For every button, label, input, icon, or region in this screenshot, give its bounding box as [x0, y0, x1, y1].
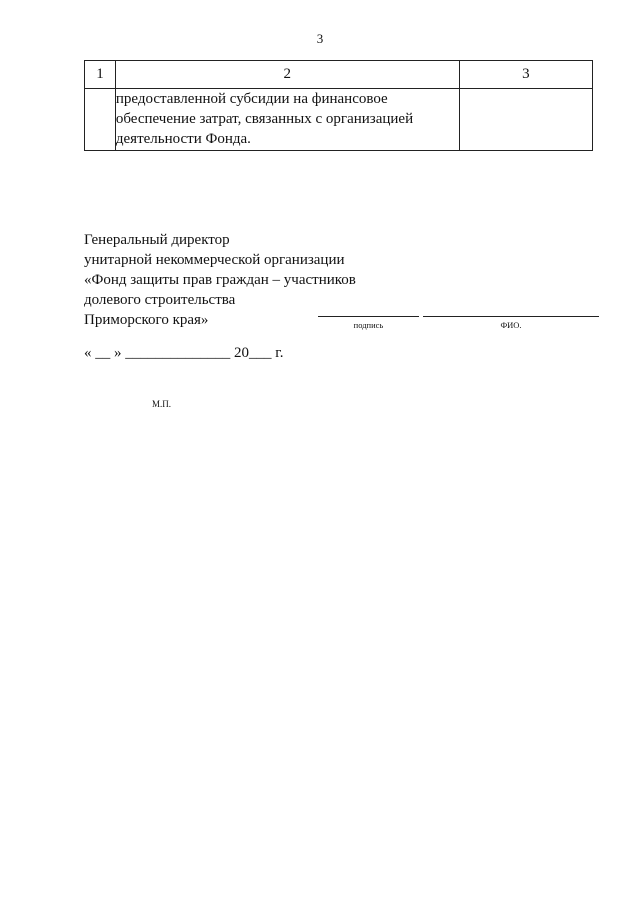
table-row	[85, 89, 593, 151]
table-cell-col1	[85, 89, 116, 151]
date-line: « __ » ______________ 20___ г.	[84, 345, 284, 361]
table-cell-col3	[459, 89, 592, 151]
table-cell-line: предоставленной субсидии на финансовое	[115, 91, 388, 107]
name-caption: ФИО.	[500, 320, 522, 330]
table-header-cell-3: 3	[459, 61, 592, 89]
name-line[interactable]	[423, 316, 599, 317]
table-header-cell-2: 2	[115, 61, 459, 89]
table-cell-line: деятельности Фонда.	[115, 131, 251, 147]
stamp-label: М.П.	[152, 399, 172, 409]
signatory-line: Генеральный директор	[84, 232, 230, 248]
signatory-line: Приморского края»	[84, 312, 209, 328]
document-table	[84, 60, 593, 151]
signature-caption: подпись	[353, 320, 384, 330]
signature-line[interactable]	[318, 316, 419, 317]
signatory-line: долевого строительства	[84, 292, 236, 308]
page-number: 3	[316, 31, 324, 46]
table-cell-col2	[115, 89, 459, 151]
signatory-line: унитарной некоммерческой организации	[84, 252, 345, 268]
signatory-line: «Фонд защиты прав граждан – участников	[84, 272, 356, 288]
table-cell-line: обеспечение затрат, связанных с организацией	[115, 111, 414, 127]
signatory-block	[84, 230, 356, 330]
table-header-cell-1: 1	[85, 61, 116, 89]
table-header-row	[85, 61, 593, 89]
